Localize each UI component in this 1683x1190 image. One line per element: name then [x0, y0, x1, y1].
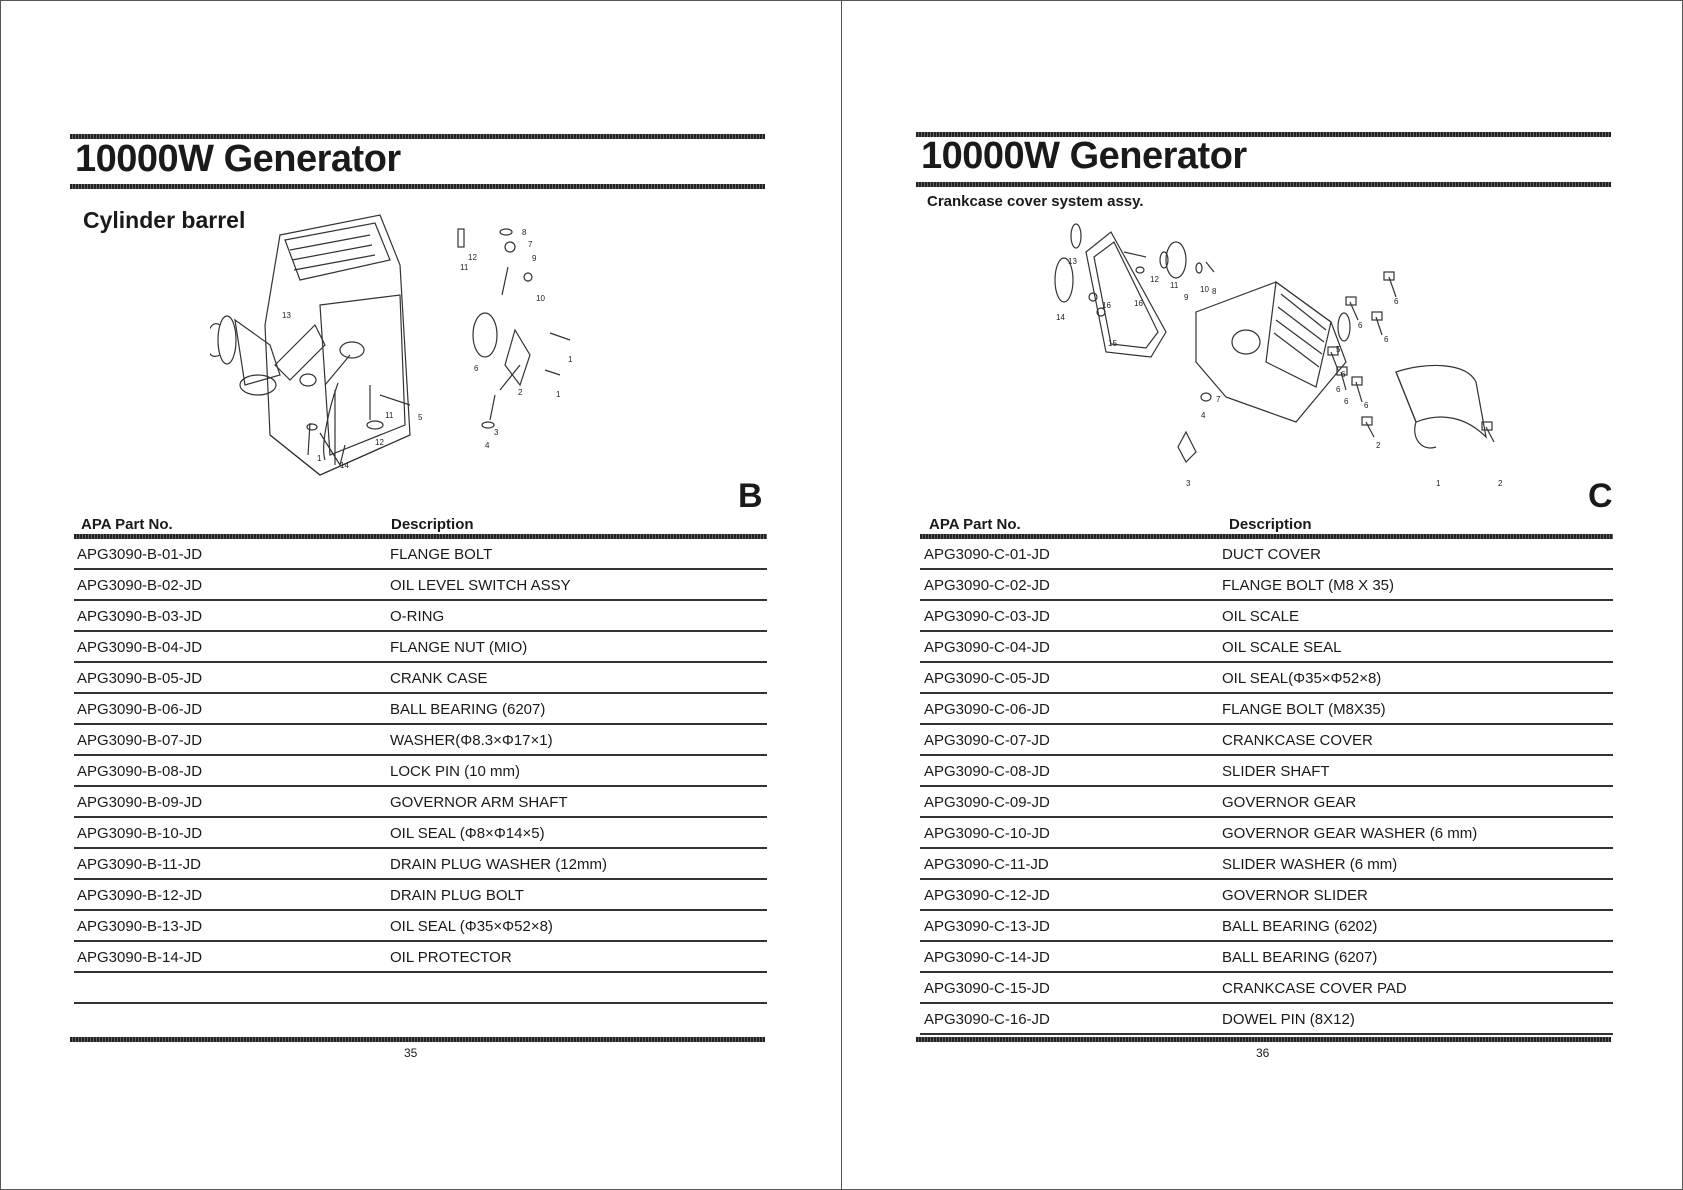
- description-cell: DOWEL PIN (8X12): [1222, 1011, 1355, 1028]
- table-row: [920, 756, 1613, 787]
- table-row: [74, 725, 767, 756]
- part-number-cell: APG3090-B-04-JD: [77, 639, 203, 656]
- part-number-cell: APG3090-C-14-JD: [924, 949, 1050, 966]
- page-title: 10000W Generator: [75, 138, 401, 180]
- callout-label: 11: [460, 263, 469, 272]
- callout-label: 10: [536, 294, 545, 303]
- part-number-cell: APG3090-C-12-JD: [924, 887, 1050, 904]
- part-number-cell: APG3090-B-08-JD: [77, 763, 203, 780]
- callout-label: 6: [1358, 321, 1363, 330]
- description-cell: GOVERNOR GEAR WASHER (6 mm): [1222, 825, 1478, 842]
- part-number-cell: APG3090-C-01-JD: [924, 546, 1050, 563]
- description-cell: BALL BEARING (6202): [1222, 918, 1378, 935]
- table-header: [920, 514, 1613, 534]
- table-row: [74, 539, 767, 570]
- description-cell: OIL PROTECTOR: [390, 949, 512, 966]
- table-row: [74, 911, 767, 942]
- part-number-cell: APG3090-B-13-JD: [77, 918, 203, 935]
- table-row: [920, 694, 1613, 725]
- page-gutter: [841, 0, 842, 1190]
- description-cell: BALL BEARING (6207): [1222, 949, 1378, 966]
- part-number-cell: APG3090-C-07-JD: [924, 732, 1050, 749]
- description-cell: OIL SEAL(Φ35×Φ52×8): [1222, 670, 1382, 687]
- table-row: [74, 880, 767, 911]
- table-row: [920, 663, 1613, 694]
- part-number-cell: APG3090-B-11-JD: [77, 856, 201, 873]
- description-cell: LOCK PIN (10 mm): [390, 763, 521, 780]
- table-row: [920, 725, 1613, 756]
- table-row: [74, 694, 767, 725]
- callout-label: 5: [418, 413, 423, 422]
- description-cell: O-RING: [390, 608, 445, 625]
- description-cell: FLANGE NUT (MIO): [390, 639, 528, 656]
- description-cell: FLANGE BOLT (M8X35): [1222, 701, 1386, 718]
- table-row: [920, 942, 1613, 973]
- footer-rule: [916, 1037, 1611, 1042]
- table-row-blank: [74, 973, 767, 1004]
- table-row: [920, 818, 1613, 849]
- table-row: [920, 632, 1613, 663]
- cylinder-barrel-diagram: [210, 205, 610, 505]
- callout-label: 11: [385, 411, 394, 420]
- description-cell: SLIDER WASHER (6 mm): [1222, 856, 1398, 873]
- callout-label: 10: [1200, 285, 1209, 294]
- callout-label: 1: [317, 454, 322, 463]
- table-row: [920, 973, 1613, 1004]
- page-title: 10000W Generator: [921, 135, 1247, 177]
- column-header-description: Description: [391, 516, 474, 533]
- callout-label: 13: [282, 311, 291, 320]
- callout-label: 8: [1212, 287, 1217, 296]
- callout-label: 7: [528, 240, 533, 249]
- table-row: [74, 756, 767, 787]
- section-subtitle: Cylinder barrel: [83, 207, 246, 233]
- table-row: [74, 818, 767, 849]
- description-cell: GOVERNOR ARM SHAFT: [390, 794, 568, 811]
- part-number-cell: APG3090-B-03-JD: [77, 608, 203, 625]
- callout-label: 1: [556, 390, 561, 399]
- part-number-cell: APG3090-C-13-JD: [924, 918, 1050, 935]
- callout-label: 6: [1344, 397, 1349, 406]
- part-number-cell: APG3090-B-09-JD: [77, 794, 203, 811]
- callout-label: 6: [474, 364, 479, 373]
- footer-rule: [70, 1037, 765, 1042]
- column-header-description: Description: [1229, 516, 1312, 533]
- table-row: [74, 601, 767, 632]
- callout-label: 12: [1150, 275, 1159, 284]
- description-cell: GOVERNOR GEAR: [1222, 794, 1357, 811]
- description-cell: BALL BEARING (6207): [390, 701, 546, 718]
- description-cell: GOVERNOR SLIDER: [1222, 887, 1368, 904]
- callout-label: 12: [468, 253, 477, 262]
- table-row: [74, 570, 767, 601]
- table-row: [74, 942, 767, 973]
- callout-label: 16: [1102, 301, 1111, 310]
- part-number-cell: APG3090-B-02-JD: [77, 577, 203, 594]
- callout-label: 6: [1394, 297, 1399, 306]
- part-number-cell: APG3090-C-04-JD: [924, 639, 1050, 656]
- callout-label: 2: [1376, 441, 1381, 450]
- part-number-cell: APG3090-C-05-JD: [924, 670, 1050, 687]
- callout-label: 1: [568, 355, 573, 364]
- table-row: [74, 787, 767, 818]
- page-right: [916, 0, 1616, 1190]
- callout-label: 4: [1201, 411, 1206, 420]
- callout-label: 6: [1341, 370, 1346, 379]
- part-number-cell: APG3090-C-16-JD: [924, 1011, 1050, 1028]
- part-number-cell: APG3090-C-10-JD: [924, 825, 1050, 842]
- description-cell: CRANKCASE COVER: [1222, 732, 1373, 749]
- parts-table: [74, 514, 767, 1004]
- callout-label: 4: [485, 441, 490, 450]
- page-left: [70, 0, 770, 1190]
- description-cell: DUCT COVER: [1222, 546, 1321, 563]
- section-subtitle: Crankcase cover system assy.: [927, 193, 1144, 210]
- callout-label: 13: [1068, 257, 1077, 266]
- section-letter: B: [738, 477, 763, 515]
- table-header: [74, 514, 767, 534]
- description-cell: DRAIN PLUG BOLT: [390, 887, 524, 904]
- table-row: [920, 787, 1613, 818]
- callout-label: 14: [340, 461, 349, 470]
- table-row: [920, 849, 1613, 880]
- description-cell: OIL LEVEL SWITCH ASSY: [390, 577, 571, 594]
- column-header-part: APA Part No.: [81, 516, 173, 533]
- callout-label: 9: [532, 254, 537, 263]
- part-number-cell: APG3090-B-12-JD: [77, 887, 203, 904]
- description-cell: DRAIN PLUG WASHER (12mm): [390, 856, 607, 873]
- callout-label: 16: [1134, 299, 1143, 308]
- part-number-cell: APG3090-C-09-JD: [924, 794, 1050, 811]
- description-cell: FLANGE BOLT: [390, 546, 493, 563]
- table-body: [920, 539, 1613, 1035]
- table-row: [920, 539, 1613, 570]
- table-row: [920, 911, 1613, 942]
- table-row: [920, 570, 1613, 601]
- description-cell: CRANK CASE: [390, 670, 488, 687]
- callout-label: 1: [1436, 479, 1441, 488]
- column-header-part: APA Part No.: [929, 516, 1021, 533]
- part-number-cell: APG3090-B-01-JD: [77, 546, 203, 563]
- part-number-cell: APG3090-C-08-JD: [924, 763, 1050, 780]
- table-row: [74, 849, 767, 880]
- callout-label: 2: [1498, 479, 1503, 488]
- table-body: [74, 539, 767, 973]
- description-cell: OIL SEAL (Φ8×Φ14×5): [390, 825, 545, 842]
- table-row: [74, 632, 767, 663]
- description-cell: WASHER(Φ8.3×Φ17×1): [390, 732, 553, 749]
- part-number-cell: APG3090-B-05-JD: [77, 670, 203, 687]
- table-row: [920, 601, 1613, 632]
- part-number-cell: APG3090-C-06-JD: [924, 701, 1050, 718]
- part-number-cell: APG3090-C-15-JD: [924, 980, 1050, 997]
- description-cell: OIL SEAL (Φ35×Φ52×8): [390, 918, 553, 935]
- callout-label: 5: [1336, 345, 1341, 354]
- callout-label: 2: [518, 388, 523, 397]
- part-number-cell: APG3090-C-11-JD: [924, 856, 1049, 873]
- part-number-cell: APG3090-B-14-JD: [77, 949, 203, 966]
- description-cell: SLIDER SHAFT: [1222, 763, 1330, 780]
- table-row: [920, 880, 1613, 911]
- callout-label: 9: [1184, 293, 1189, 302]
- crankcase-cover-diagram: [1046, 222, 1516, 492]
- callout-label: 3: [1186, 479, 1191, 488]
- callout-label: 8: [522, 228, 527, 237]
- parts-table: [920, 514, 1613, 1035]
- diagram-callouts: [1056, 257, 1503, 488]
- description-cell: FLANGE BOLT (M8 X 35): [1222, 577, 1394, 594]
- part-number-cell: APG3090-B-10-JD: [77, 825, 203, 842]
- callout-label: 6: [1384, 335, 1389, 344]
- description-cell: OIL SCALE: [1222, 608, 1299, 625]
- description-cell: OIL SCALE SEAL: [1222, 639, 1342, 656]
- callout-label: 6: [1336, 385, 1341, 394]
- title-bottom-rule: [916, 182, 1611, 187]
- callout-label: 7: [1216, 395, 1221, 404]
- page-number: 36: [1256, 1046, 1270, 1060]
- part-number-cell: APG3090-B-06-JD: [77, 701, 203, 718]
- part-number-cell: APG3090-B-07-JD: [77, 732, 203, 749]
- callout-label: 12: [375, 438, 384, 447]
- part-number-cell: APG3090-C-03-JD: [924, 608, 1050, 625]
- section-letter: C: [1588, 477, 1613, 515]
- page-number: 35: [404, 1046, 418, 1060]
- description-cell: CRANKCASE COVER PAD: [1222, 980, 1407, 997]
- table-row: [920, 1004, 1613, 1035]
- callout-label: 3: [494, 428, 499, 437]
- title-bottom-rule: [70, 184, 765, 189]
- callout-label: 6: [1364, 401, 1369, 410]
- callout-label: 14: [1056, 313, 1065, 322]
- callout-label: 11: [1170, 281, 1179, 290]
- part-number-cell: APG3090-C-02-JD: [924, 577, 1050, 594]
- callout-label: 15: [1108, 339, 1117, 348]
- table-row: [74, 663, 767, 694]
